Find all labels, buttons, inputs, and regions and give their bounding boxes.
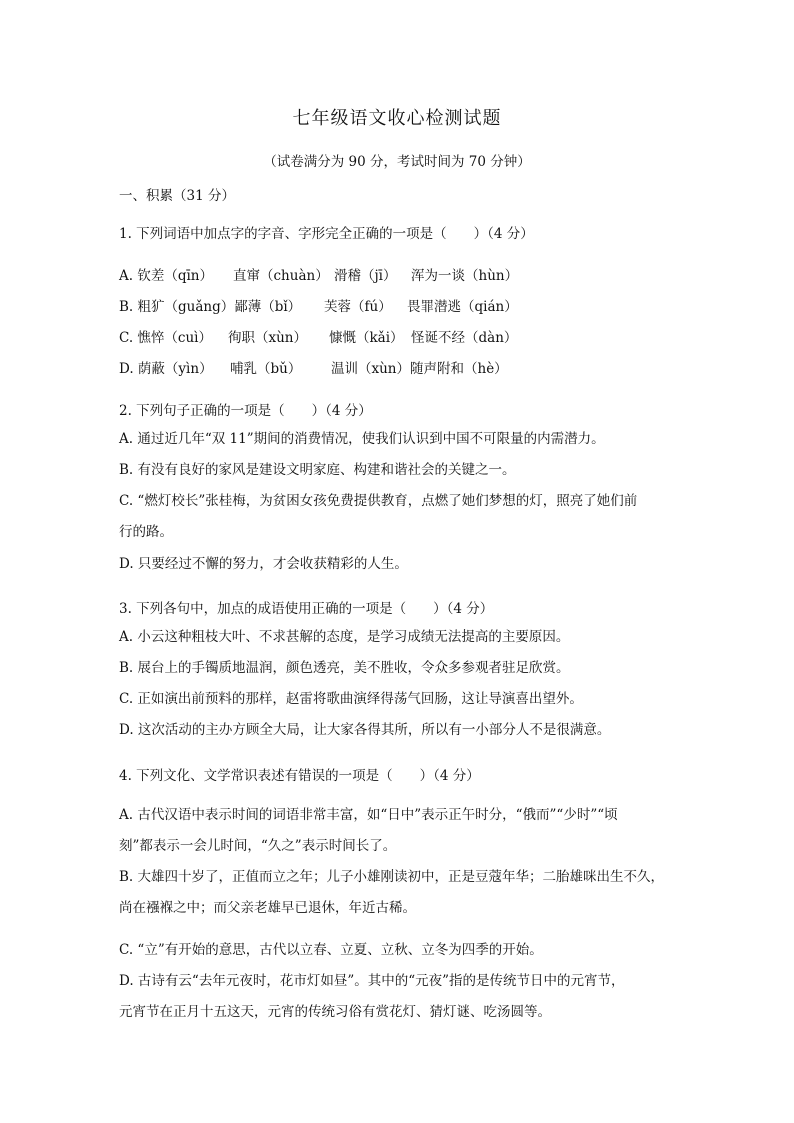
q3-option-a: A. 小云这种粗枝大叶、不求甚解的态度，是学习成绩无法提高的主要原因。 <box>119 629 570 645</box>
q1-option-c-word2: 徇职（xùn） <box>228 330 308 346</box>
question-1-stem: 1. 下列词语中加点字的字音、字形完全正确的一项是（ ）（4 分） <box>119 226 534 242</box>
q1-option-a-word2: 直窜（chuàn） <box>233 268 329 284</box>
q3-option-c: C. 正如演出前预料的那样，赵雷将歌曲演绎得荡气回肠，这让导演喜出望外。 <box>119 691 583 707</box>
q4-option-c: C. “立”有开始的意思，古代以立春、立夏、立秋、立冬为四季的开始。 <box>119 942 543 958</box>
q1-option-d-word3: 温训（xùn）随声附和（hè） <box>331 361 508 377</box>
question-4-stem: 4. 下列文化、文学常识表述有错误的一项是（ ）（4 分） <box>119 768 480 784</box>
q1-option-d-word2: 哺乳（bǔ） <box>230 361 302 377</box>
page-title: 七年级语文收心检测试题 <box>292 108 502 129</box>
exam-info: （试卷满分为 90 分，考试时间为 70 分钟） <box>263 154 531 170</box>
q2-option-c-line1: C. “燃灯校长”张桂梅，为贫困女孩免费提供教育，点燃了她们梦想的灯，照亮了她们前 <box>119 493 638 509</box>
q3-option-d: D. 这次活动的主办方顾全大局，让大家各得其所，所以有一小部分人不是很满意。 <box>119 722 611 738</box>
q1-option-b-word3: 畏罪潜逃（qián） <box>407 299 518 315</box>
q2-option-a: A. 通过近几年“双 11”期间的消费情况，使我们认识到中国不可限量的内需潜力。 <box>119 431 605 447</box>
q1-option-a-word4: 浑为一谈（hùn） <box>411 268 519 284</box>
q1-option-a-word3: 滑稽（jī） <box>334 268 397 284</box>
q4-option-b-line1: B. 大雄四十岁了，正值而立之年；儿子小雄刚读初中，正是豆蔻年华；二胎雄咪出生不久， <box>119 869 665 885</box>
q3-option-b: B. 展台上的手镯质地温润，颜色透亮，美不胜收，令众多参观者驻足欣赏。 <box>119 660 570 676</box>
question-3-stem: 3. 下列各句中，加点的成语使用正确的一项是（ ）（4 分） <box>119 601 494 617</box>
q4-option-b-line2: 尚在襁褓之中；而父亲老雄早已退休，年近古稀。 <box>119 900 416 916</box>
q1-option-c-word4: 怪诞不经（dàn） <box>411 330 518 346</box>
q4-option-d-line2: 元宵节在正月十五这天，元宵的传统习俗有赏花灯、猜灯谜、吃汤圆等。 <box>119 1004 551 1020</box>
q1-option-c-word3: 慷慨（kǎi） <box>329 330 404 346</box>
q2-option-c-line2: 行的路。 <box>119 524 173 540</box>
q1-option-b-word1: B. 粗犷（guǎng）鄙薄（bǐ） <box>119 299 302 315</box>
q4-option-a-line2: 刻”都表示一会儿时间，“久之”表示时间长了。 <box>119 838 397 854</box>
q2-option-b: B. 有没有良好的家风是建设文明家庭、构建和谐社会的关键之一。 <box>119 462 516 478</box>
q4-option-d-line1: D. 古诗有云“去年元夜时，花市灯如昼”。其中的“元夜”指的是传统节日中的元宵节， <box>119 973 625 989</box>
q1-option-d-word1: D. 荫蔽（yìn） <box>119 361 213 377</box>
question-2-stem: 2. 下列句子正确的一项是（ ）（4 分） <box>119 403 372 419</box>
q1-option-c-word1: C. 憔悴（cuì） <box>119 330 213 346</box>
q1-option-b-word2: 芙蓉（fú） <box>324 299 392 315</box>
q4-option-a-line1: A. 古代汉语中表示时间的词语非常丰富，如“日中”表示正午时分，“俄而”“少时”“顷 <box>119 807 618 823</box>
section-heading: 一、积累（31 分） <box>119 188 235 204</box>
q1-option-a-word1: A. 钦差（qīn） <box>119 268 213 284</box>
q2-option-d: D. 只要经过不懈的努力，才会收获精彩的人生。 <box>119 556 408 572</box>
